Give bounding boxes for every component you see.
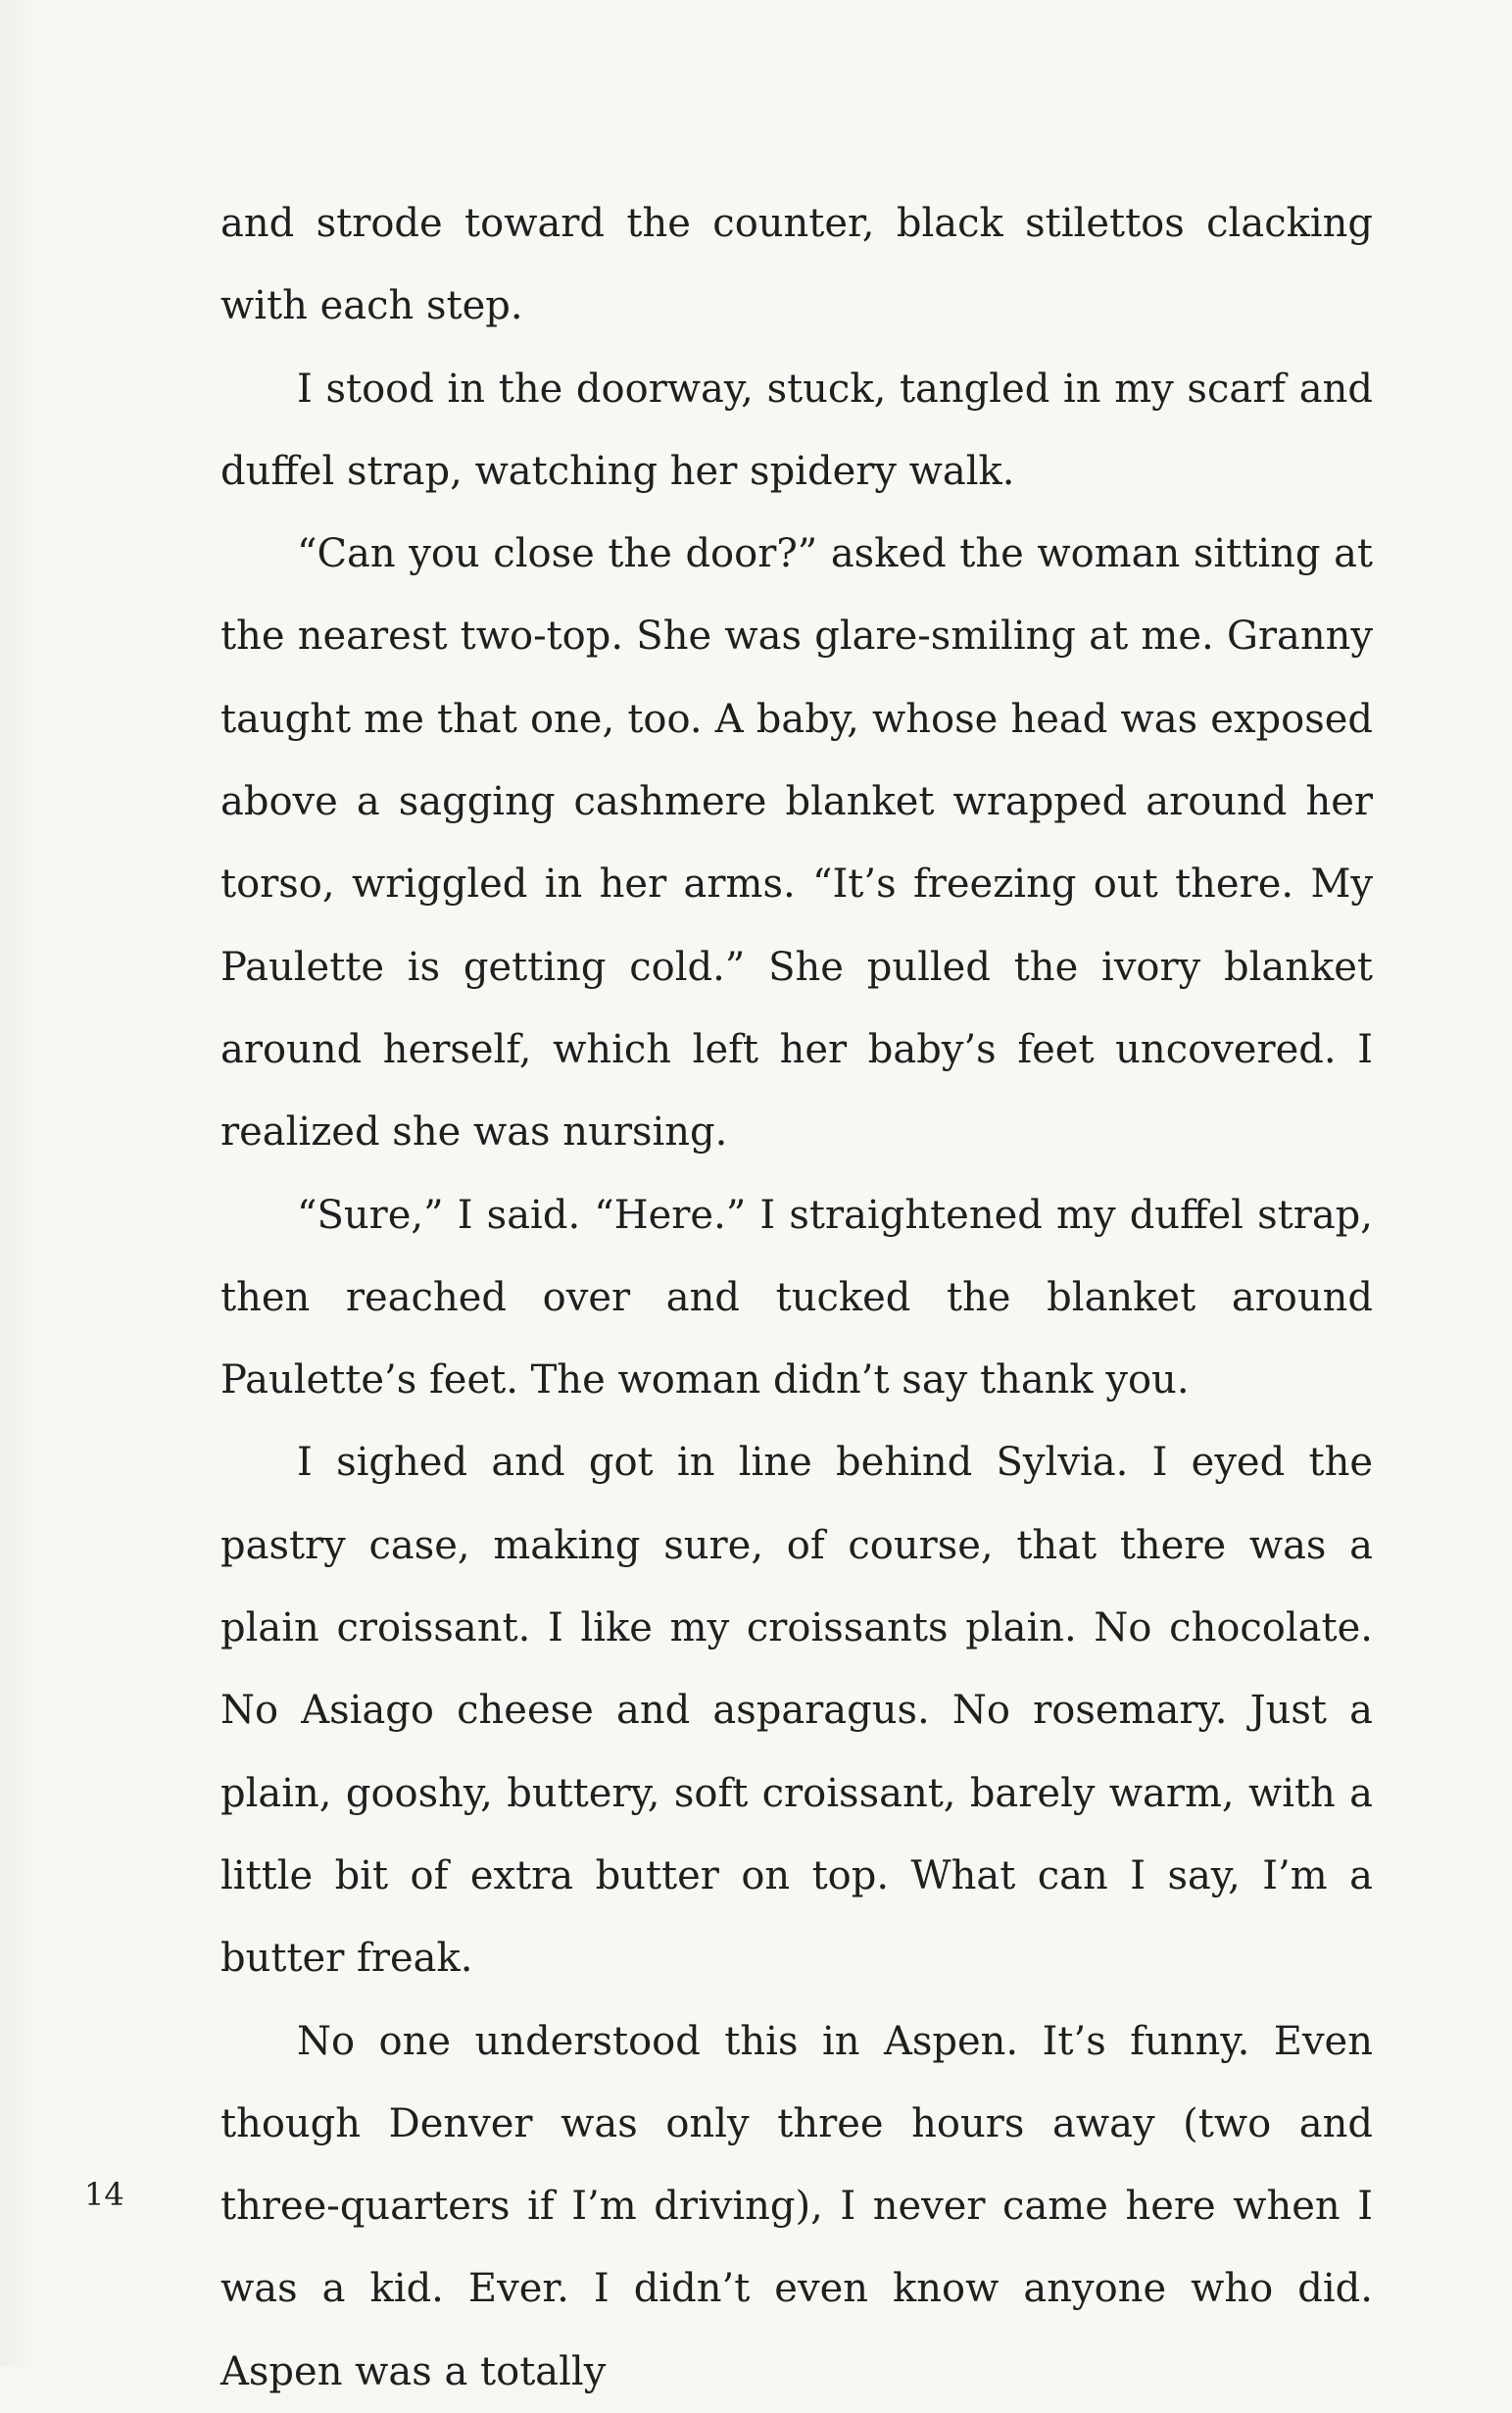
paragraph-1: and strode toward the counter, black stilettos clacking with each step. <box>220 201 1373 329</box>
page-number: 14 <box>84 2176 124 2213</box>
paragraph-2: I stood in the doorway, stuck, tangled in my scarf and duffel strap, watching her spidery walk. <box>220 366 1373 494</box>
body-text <box>220 182 1373 2413</box>
page-edge-shadow <box>0 0 39 2367</box>
paragraph-5: I sighed and got in line behind Sylvia. I eyed the pastry case, making sure, of course, that there was a plain croissant. I like my croissants plain. No chocolate. No Asiago cheese and asparagus. No rosemary. Just a plain, gooshy, buttery, soft croissant, barely warm, with a little bit of extra butter on top. What can I say, I’m a butter freak. <box>220 1440 1373 1982</box>
paragraph-6: No one understood this in Aspen. It’s funny. Even though Denver was only three hours away (two and three-quarters if I’m driving), I never came here when I was a kid. Ever. I didn’t even know anyone who did. Aspen was a totally <box>220 2018 1373 2394</box>
paragraph-3: “Can you close the door?” asked the woman sitting at the nearest two-top. She was glare-smiling at me. Granny taught me that one, too. A baby, whose head was exposed above a sagging cashmere blanket wrapped around her torso, wriggled in her arms. “It’s freezing out there. My Paulette is getting cold.” She pulled the ivory blanket around herself, which left her baby’s feet uncovered. I realized she was nursing. <box>220 531 1373 1156</box>
paragraph-4: “Sure,” I said. “Here.” I straightened my duffel strap, then reached over and tucked the blanket around Paulette’s feet. The woman didn’t say thank you. <box>220 1192 1373 1403</box>
